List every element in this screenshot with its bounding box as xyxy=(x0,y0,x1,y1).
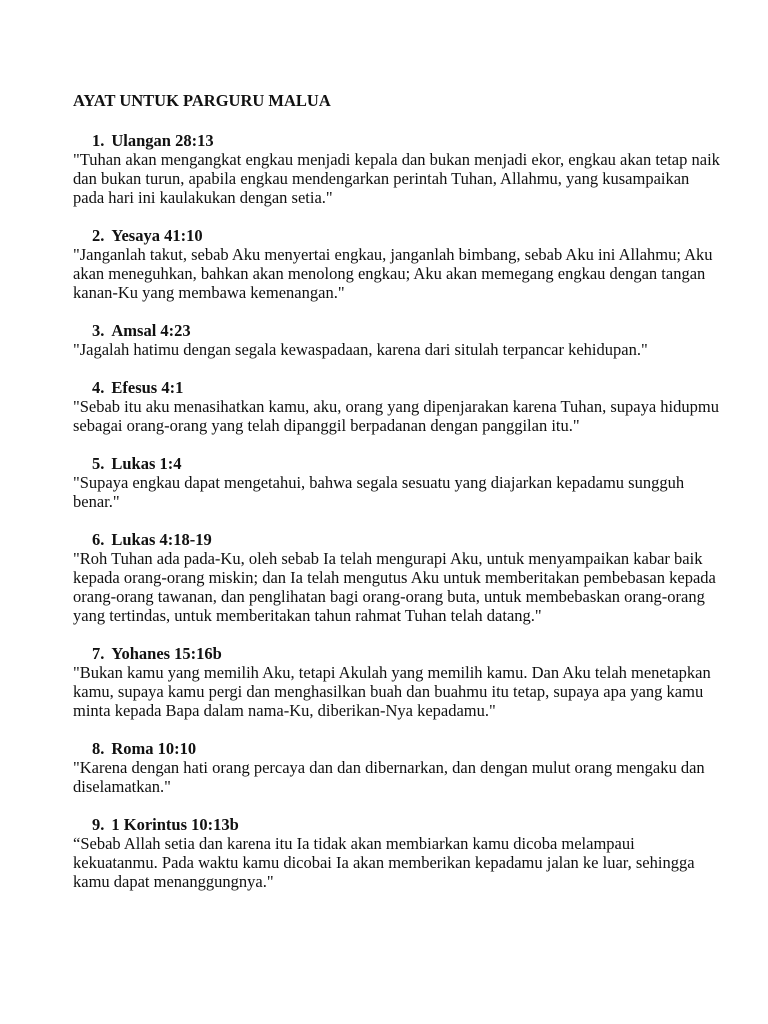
verse-item xyxy=(73,131,723,207)
verse-item xyxy=(73,530,723,625)
verse-number: 2. xyxy=(92,226,105,245)
verse-text: "Karena dengan hati orang percaya dan dan dibernarkan, dan dengan mulut orang mengaku dan diselamatkan." xyxy=(73,758,705,796)
verse-number: 8. xyxy=(92,739,105,758)
verse-text: “Sebab Allah setia dan karena itu Ia tidak akan membiarkan kamu dicoba melampaui kekuatanmu. Pada waktu kamu dicobai Ia akan memberikan kepadamu jalan ke luar, sehingga kamu dapat menanggungnya." xyxy=(73,834,695,891)
verse-reference: Amsal 4:23 xyxy=(111,321,191,340)
verse-number: 6. xyxy=(92,530,105,549)
verse-heading xyxy=(73,454,723,473)
verse-item xyxy=(73,454,723,511)
verse-number: 3. xyxy=(92,321,105,340)
verse-reference: Ulangan 28:13 xyxy=(111,131,214,150)
verse-text: "Roh Tuhan ada pada-Ku, oleh sebab Ia telah mengurapi Aku, untuk menyampaikan kabar baik kepada orang-orang miskin; dan Ia telah mengutus Aku untuk memberitakan pembebasan kepada orang-orang tawanan, dan penglihatan bagi orang-orang buta, untuk membebaskan orang-orang yang tertindas, untuk memberitakan tahun rahmat Tuhan telah datang." xyxy=(73,549,716,625)
verse-heading xyxy=(73,226,723,245)
verse-item xyxy=(73,644,723,720)
verse-text: "Bukan kamu yang memilih Aku, tetapi Akulah yang memilih kamu. Dan Aku telah menetapkan kamu, supaya kamu pergi dan menghasilkan buah dan buahmu itu tetap, supaya apa yang kamu minta kepada Bapa dalam nama-Ku, diberikan-Nya kepadamu." xyxy=(73,663,711,720)
verse-heading xyxy=(73,378,723,397)
verse-heading xyxy=(73,644,723,663)
verse-heading xyxy=(73,739,723,758)
verse-number: 9. xyxy=(92,815,105,834)
verse-item xyxy=(73,739,723,796)
verse-text: "Tuhan akan mengangkat engkau menjadi kepala dan bukan menjadi ekor, engkau akan tetap naik dan bukan turun, apabila engkau mendengarkan perintah Tuhan, Allahmu, yang kusampaikan pada hari ini kaulakukan dengan setia." xyxy=(73,150,720,207)
verse-item xyxy=(73,226,723,302)
verse-text: "Janganlah takut, sebab Aku menyertai engkau, janganlah bimbang, sebab Aku ini Allahmu; Aku akan meneguhkan, bahkan akan menolong engkau; Aku akan memegang engkau dengan tangan kanan-Ku yang membawa kemenangan." xyxy=(73,245,713,302)
verse-heading xyxy=(73,815,723,834)
document-page xyxy=(73,91,723,910)
verse-number: 1. xyxy=(92,131,105,150)
verse-reference: Lukas 4:18-19 xyxy=(111,530,212,549)
verse-heading xyxy=(73,530,723,549)
verse-item xyxy=(73,321,723,359)
verse-heading xyxy=(73,321,723,340)
verse-reference: Lukas 1:4 xyxy=(111,454,182,473)
verse-reference: 1 Korintus 10:13b xyxy=(111,815,239,834)
verse-item xyxy=(73,815,723,891)
verse-heading xyxy=(73,131,723,150)
verse-reference: Efesus 4:1 xyxy=(111,378,184,397)
verse-text: "Supaya engkau dapat mengetahui, bahwa segala sesuatu yang diajarkan kepadamu sungguh benar." xyxy=(73,473,685,511)
verse-text: "Jagalah hatimu dengan segala kewaspadaan, karena dari situlah terpancar kehidupan." xyxy=(73,340,648,359)
document-title: AYAT UNTUK PARGURU MALUA xyxy=(73,91,331,110)
verse-number: 5. xyxy=(92,454,105,473)
verse-reference: Roma 10:10 xyxy=(111,739,197,758)
verse-number: 7. xyxy=(92,644,105,663)
verse-reference: Yesaya 41:10 xyxy=(111,226,203,245)
verse-number: 4. xyxy=(92,378,105,397)
verse-reference: Yohanes 15:16b xyxy=(111,644,222,663)
verse-item xyxy=(73,378,723,435)
verse-text: "Sebab itu aku menasihatkan kamu, aku, orang yang dipenjarakan karena Tuhan, supaya hidupmu sebagai orang-orang yang telah dipanggil berpadanan dengan panggilan itu." xyxy=(73,397,719,435)
